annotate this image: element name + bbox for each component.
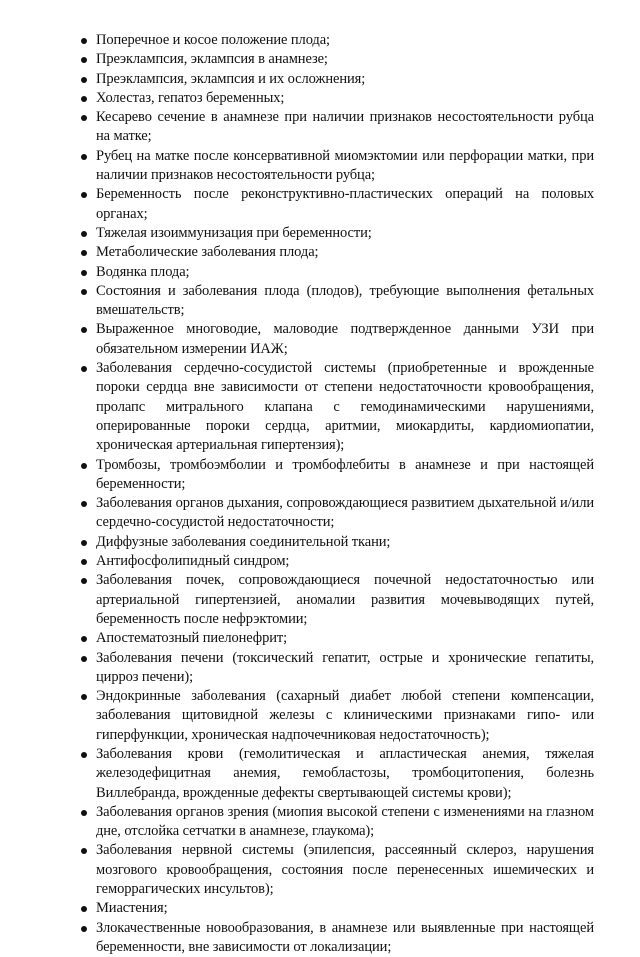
list-item — [79, 263, 594, 282]
bullet-dot-icon — [81, 327, 87, 333]
bullet-dot-icon — [81, 578, 87, 584]
bullet-dot-icon — [81, 57, 87, 63]
list-item-text: Преэклампсия, эклампсия и их осложнения; — [96, 70, 366, 87]
list-item — [79, 456, 594, 495]
list-item-text: Эндокринные заболевания (сахарный диабет любой степени компенсации, заболевания щитовидной железы с клиническими признаками гипо- или гиперфункции, хроническая надпочечниковая недостаточность); — [96, 688, 594, 743]
bullet-dot-icon — [81, 656, 87, 662]
list-item — [79, 494, 594, 533]
list-item-text: Водянка плода; — [96, 263, 190, 280]
list-item — [79, 282, 594, 321]
list-item-text: Заболевания сердечно-сосудистой системы (приобретенные и врожденные пороки сердца вне зависимости от степени недостаточности кровообращения, пролапс митрального клапана с гемодинамическими нарушениями, оперированные пороки сердца, аритмии, миокардиты, кардиомиопатии, хроническая артериальная гипертензия); — [96, 360, 594, 454]
list-item-text: Апостематозный пиелонефрит; — [96, 630, 288, 647]
list-item-text: Антифосфолипидный синдром; — [96, 553, 290, 570]
bullet-dot-icon — [81, 192, 87, 198]
bullet-dot-icon — [81, 848, 87, 854]
list-item — [79, 70, 594, 89]
list-item — [79, 533, 594, 552]
list-item-text: Заболевания почек, сопровождающиеся почечной недостаточностью или артериальной гипертензией, аномалии развития мочевыводящих путей, беременность после нефрэктомии; — [96, 572, 594, 627]
list-item-text: Выраженное многоводие, маловодие подтвержденное данными УЗИ при обязательном измерении ИАЖ; — [96, 321, 594, 357]
bullet-dot-icon — [81, 752, 87, 758]
list-item-text: Злокачественные новообразования, в анамнезе или выявленные при настоящей беременности, вне зависимости от локализации; — [96, 919, 594, 955]
bullet-dot-icon — [81, 289, 87, 295]
list-item — [79, 108, 594, 147]
list-item — [79, 552, 594, 571]
list-item-text: Метаболические заболевания плода; — [96, 244, 319, 261]
bullet-dot-icon — [81, 926, 87, 932]
list-item — [79, 687, 594, 745]
list-item-text: Миастения; — [96, 900, 168, 917]
list-item-text: Заболевания печени (токсический гепатит, острые и хронические гепатиты, цирроз печени); — [96, 649, 594, 685]
list-item — [79, 745, 594, 803]
list-item-text: Беременность после реконструктивно-пластических операций на половых органах; — [96, 186, 594, 222]
bullet-dot-icon — [81, 636, 87, 642]
list-item — [79, 919, 594, 957]
list-item — [79, 320, 594, 359]
list-item-text: Рубец на матке после консервативной миомэктомии или перфорации матки, при наличии признаков несостоятельности рубца; — [96, 147, 594, 184]
bullet-dot-icon — [81, 38, 87, 44]
list-item-text: Состояния и заболевания плода (плодов), требующие выполнения фетальных вмешательств; — [96, 282, 594, 319]
list-item-text: Заболевания органов дыхания, сопровождающиеся развитием дыхательной и/или сердечно-сосудистой недостаточности; — [96, 495, 594, 531]
list-item — [79, 803, 594, 842]
bullet-dot-icon — [81, 463, 87, 469]
bullet-dot-icon — [81, 501, 87, 507]
list-item — [79, 841, 594, 899]
list-item-text: Диффузные заболевания соединительной ткани; — [96, 533, 391, 550]
bullet-dot-icon — [81, 154, 87, 160]
list-item-text: Заболевания крови (гемолитическая и апластическая анемия, тяжелая железодефицитная анемия, гемобластозы, тромбоцитопения, болезнь Виллебранда, врожденные дефекты свертывающей системы крови); — [96, 745, 594, 801]
bullet-dot-icon — [81, 540, 87, 546]
list-item-text: Кесарево сечение в анамнезе при наличии признаков несостоятельности рубца на матке; — [96, 109, 594, 145]
bullet-dot-icon — [81, 270, 87, 276]
bullet-dot-icon — [81, 906, 87, 912]
list-item — [79, 147, 594, 186]
list-item-text: Заболевания органов зрения (миопия высокой степени с изменениями на глазном дне, отслойка сетчатки в анамнезе, глаукома); — [96, 803, 594, 840]
list-item — [79, 50, 594, 69]
bullet-dot-icon — [81, 77, 87, 83]
bullet-dot-icon — [81, 559, 87, 565]
list-item — [79, 224, 594, 243]
list-item-text: Заболевания нервной системы (эпилепсия, рассеянный склероз, нарушения мозгового кровообращения, состояния после перенесенных ишемических и геморрагических инсультов); — [96, 842, 594, 898]
list-item-text: Тяжелая изоиммунизация при беременности; — [96, 224, 372, 241]
list-item — [79, 31, 594, 50]
list-item-text: Тромбозы, тромбоэмболии и тромбофлебиты в анамнезе и при настоящей беременности; — [96, 456, 594, 492]
bullet-dot-icon — [81, 115, 87, 121]
bullet-dot-icon — [81, 250, 87, 256]
list-item — [79, 185, 594, 224]
bullet-dot-icon — [81, 366, 87, 372]
list-item — [79, 899, 594, 918]
list-item — [79, 89, 594, 108]
bullet-dot-icon — [81, 694, 87, 700]
bullet-dot-icon — [81, 810, 87, 816]
list-item — [79, 649, 594, 688]
bullet-dot-icon — [81, 231, 87, 237]
list-item-text: Поперечное и косое положение плода; — [96, 32, 330, 48]
list-item — [79, 243, 594, 262]
list-item-text: Преэклампсия, эклампсия в анамнезе; — [96, 51, 328, 68]
list-item — [79, 359, 594, 455]
list-item — [79, 571, 594, 629]
list-item — [79, 629, 594, 648]
indications-bullet-list — [79, 31, 594, 957]
bullet-dot-icon — [81, 96, 87, 102]
list-item-text: Холестаз, гепатоз беременных; — [96, 89, 285, 106]
